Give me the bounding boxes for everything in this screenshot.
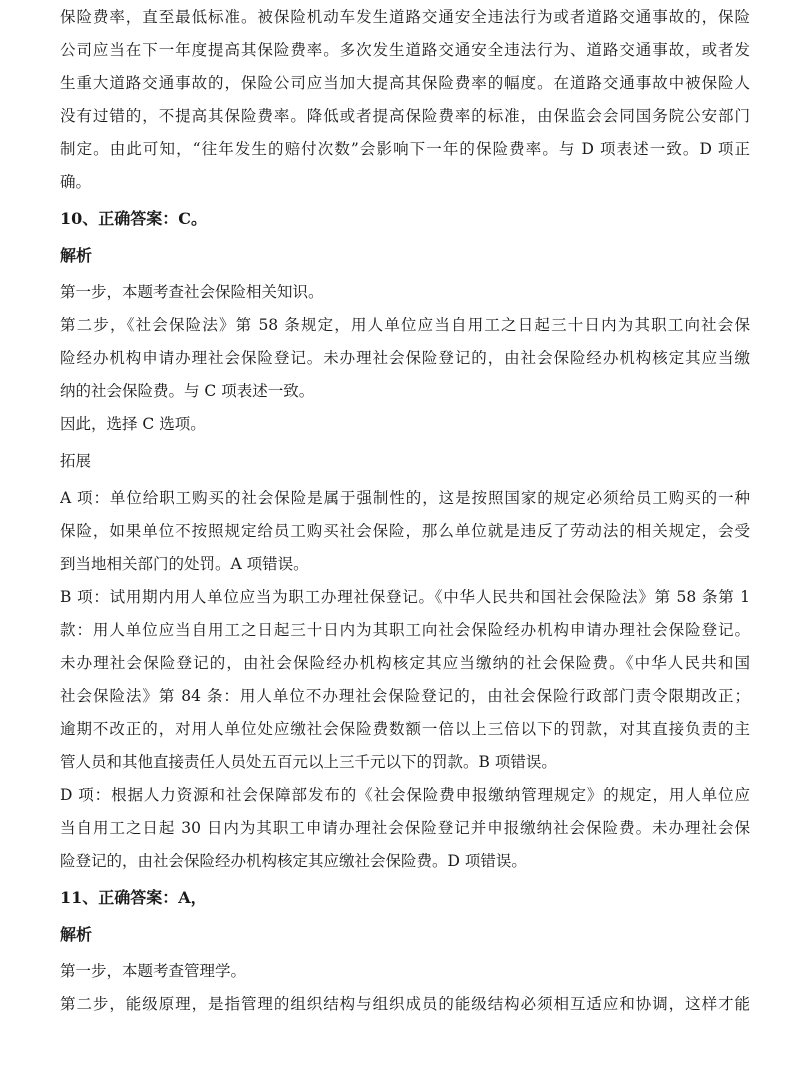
- paragraph-line: 第二步，《社会保险法》第 58 条规定，用人单位应当自用工之日起三十日内为其职工向社会保: [60, 316, 750, 334]
- paragraph-line: 管人员和其他直接责任人员处五百元以上三千元以下的罚款。B 项错误。: [60, 753, 557, 771]
- paragraph-line: 没有过错的，不提高其保险费率。降低或者提高保险费率的标准，由保监会会同国务院公安部门: [60, 107, 750, 125]
- answer-heading-11: 11、正确答案：A，: [60, 888, 207, 907]
- paragraph-line: 款：用人单位应当自用工之日起三十日内为其职工向社会保险经办机构申请办理社会保险登记。: [60, 621, 750, 639]
- paragraph-line: D 项：根据人力资源和社会保障部发布的《社会保险费申报缴纳管理规定》的规定，用人单位应: [60, 786, 750, 804]
- paragraph-line: 当自用工之日起 30 日内为其职工申请办理社会保险登记并申报缴纳社会保险费。未办理社会保: [60, 819, 750, 837]
- paragraph-line: 纳的社会保险费。与 C 项表述一致。: [60, 382, 315, 400]
- paragraph-line: 保险费率，直至最低标准。被保险机动车发生道路交通安全违法行为或者道路交通事故的，保险: [60, 8, 750, 26]
- answer-heading-10: 10、正确答案：C。: [60, 209, 208, 228]
- paragraph-line: 制定。由此可知，“往年发生的赔付次数”会影响下一年的保险费率。与 D 项表述一致。D 项正: [60, 140, 750, 158]
- extension-heading: 拓展: [60, 452, 92, 470]
- paragraph-line: 险登记的，由社会保险经办机构核定其应缴社会保险费。D 项错误。: [60, 852, 527, 870]
- paragraph-line: 险经办机构申请办理社会保险登记。未办理社会保险登记的，由社会保险经办机构核定其应当缴: [60, 349, 750, 367]
- paragraph-line: 第一步，本题考查管理学。: [60, 962, 247, 980]
- paragraph-line: 确。: [60, 173, 92, 191]
- analysis-heading: 解析: [60, 925, 93, 944]
- paragraph-line: 公司应当在下一年度提高其保险费率。多次发生道路交通安全违法行为、道路交通事故，或者发: [60, 41, 750, 59]
- paragraph-line: 逾期不改正的，对用人单位处应缴社会保险费数额一倍以上三倍以下的罚款，对其直接负责的主: [60, 720, 750, 738]
- analysis-heading: 解析: [60, 246, 93, 265]
- paragraph-line: 第二步，能级原理，是指管理的组织结构与组织成员的能级结构必须相互适应和协调，这样才能: [60, 995, 750, 1013]
- paragraph-line: 社会保险法》第 84 条：用人单位不办理社会保险登记的，由社会保险行政部门责令限期改正；: [60, 687, 750, 705]
- paragraph-line: B 项：试用期内用人单位应当为职工办理社保登记。《中华人民共和国社会保险法》第 58 条第 1: [60, 588, 750, 606]
- paragraph-line: 到当地相关部门的处罚。A 项错误。: [60, 555, 309, 573]
- paragraph-line: 生重大道路交通事故的，保险公司应当加大提高其保险费率的幅度。在道路交通事故中被保险人: [60, 74, 750, 92]
- paragraph-line: 第一步，本题考查社会保险相关知识。: [60, 283, 324, 301]
- paragraph-line: A 项：单位给职工购买的社会保险是属于强制性的，这是按照国家的规定必须给员工购买的一种: [60, 489, 750, 507]
- paragraph-line: 因此，选择 C 选项。: [60, 415, 206, 433]
- paragraph-line: 未办理社会保险登记的，由社会保险经办机构核定其应当缴纳的社会保险费。《中华人民共和国: [60, 654, 750, 672]
- paragraph-line: 保险，如果单位不按照规定给员工购买社会保险，那么单位就是违反了劳动法的相关规定，会受: [60, 522, 750, 540]
